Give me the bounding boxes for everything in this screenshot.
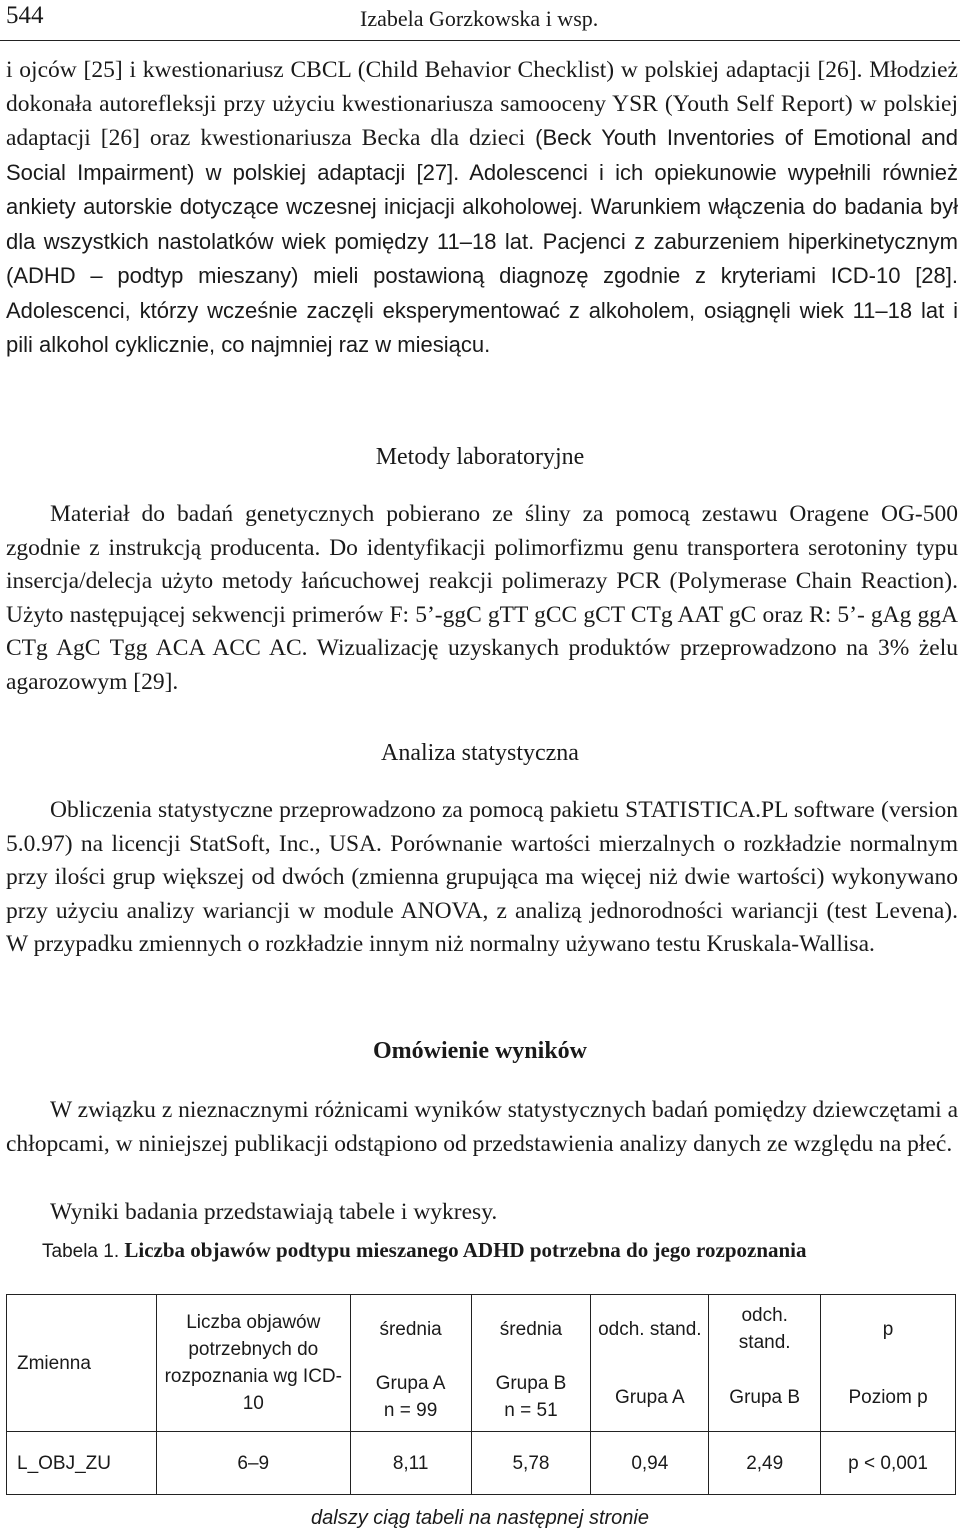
subheader-grupa-a-label: Grupa A	[375, 1373, 446, 1394]
cell-srednia-b: 5,78	[471, 1432, 591, 1495]
paragraph-1-part-a: i ojców [25] i kwestionariusz CBCL (Child Behavior Checklist) w polskiej adaptacji [26]. Młodzież dokonała autorefleksji przy użyciu kwestionariusza samooceny YSR (Youth Self Report) w polskiej adaptacji [26] oraz kwestionariusza Becka dla dzieci	[6, 57, 958, 151]
subheader-grupa-b-label: Grupa B	[495, 1373, 567, 1394]
cell-srednia-a: 8,11	[350, 1432, 471, 1495]
cell-odch-a: 0,94	[591, 1432, 709, 1495]
table-continued-note: dalszy ciąg tabeli na następnej stronie	[311, 1507, 649, 1529]
subheader-grupa-a	[350, 1363, 471, 1432]
subheader-grupa-b-n: n = 51	[504, 1400, 558, 1421]
results-table	[6, 1294, 956, 1495]
page-header	[0, 0, 960, 42]
paragraph-results-2: Wyniki badania przedstawiają tabele i wykresy.	[50, 1199, 498, 1225]
paragraph-1-part-b: (Beck Youth Inventories of Emotional and Social Impairment) w polskiej adaptacji [27]. Adolescenci i ich opiekunowie wypełnili również ankiety autorskie dotyczące wczesnej inicjacji alkoholowej. Warunkiem włączenia do badania był dla wszystkich nastolatków wiek pomiędzy 11–18 lat. Pacjenci z zaburzeniem hiperkinetycznym (ADHD – podtyp mieszany) mieli postawioną diagnozę zgodnie z kryteriami ICD-10 [28]. Adolescenci, którzy wcześnie zaczęli eksperymentować z alkoholem, osiągnęli wiek 11–18 lat i pili alkohol cyklicznie, co najmniej raz w miesiącu.	[6, 125, 958, 357]
table-header-row	[7, 1295, 956, 1364]
header-srednia-a: średnia	[350, 1295, 471, 1364]
cell-odch-b: 2,49	[709, 1432, 821, 1495]
subheader-odch-b: Grupa B	[709, 1363, 821, 1432]
subheader-grupa-b	[471, 1363, 591, 1432]
header-odch-a: odch. stand.	[591, 1295, 709, 1364]
paragraph-1	[6, 54, 958, 363]
cell-zmienna: L_OBJ_ZU	[7, 1432, 157, 1495]
cell-liczba: 6–9	[156, 1432, 350, 1495]
header-zmienna: Zmienna	[7, 1295, 157, 1432]
header-srednia-b: średnia	[471, 1295, 591, 1364]
running-head: Izabela Gorzkowska i wsp.	[360, 6, 599, 31]
heading-methods: Metody laboratoryjne	[375, 444, 585, 470]
header-liczba: Liczba objawów potrzebnych do rozpoznania wg ICD-10	[156, 1295, 350, 1432]
subheader-grupa-a-n: n = 99	[383, 1400, 438, 1421]
table-caption-title: Liczba objawów podtypu mieszanego ADHD potrzebna do jego rozpoznania	[124, 1238, 807, 1262]
subheader-odch-a: Grupa A	[591, 1363, 709, 1432]
heading-results: Omówienie wyników	[372, 1038, 587, 1064]
paragraph-methods: Materiał do badań genetycznych pobierano ze śliny za pomocą zestawu Oragene OG-500 zgodnie z instrukcją producenta. Do identyfikacji polimorfizmu genu transportera serotoniny typu insercja/delecja użyto metody łańcuchowej reakcji polimerazy PCR (Polymerase Chain Reaction). Użyto następującej sekwencji primerów F: 5’-ggC gTT gCC gCT CTg AAT gC oraz R: 5’- gAg ggA CTg AgC Tgg ACA ACC AC. Wizualizację uzyskanych produktów przeprowadzono na 3% żelu agarozowym [29].	[6, 501, 958, 695]
table-row	[7, 1432, 956, 1495]
header-rule	[0, 40, 960, 41]
heading-stats: Analiza statystyczna	[381, 740, 579, 766]
page-number: 544	[6, 2, 44, 29]
header-odch-b: odch. stand.	[709, 1295, 821, 1364]
paragraph-stats: Obliczenia statystyczne przeprowadzono za pomocą pakietu STATISTICA.PL software (version 5.0.97) na licencji StatSoft, Inc., USA. Porównanie wartości mierzalnych o rozkładzie normalnym przy ilości grup większej od dwóch (zmienna grupująca ma więcej niż dwie wartości) wykonywano przy użyciu analizy wariancji w module ANOVA, z analizą jednorodności wariancji (test Levena). W przypadku zmiennych o rozkładzie innym niż normalny używano testu Kruskala-Wallisa.	[6, 797, 958, 957]
paragraph-results: W związku z nieznacznymi różnicami wyników statystycznych badań pomiędzy dziewczętami a chłopcami, w niniejszej publikacji odstąpiono od przedstawienia analizy danych ze względu na płeć.	[6, 1097, 958, 1157]
cell-p: p < 0,001	[821, 1432, 956, 1495]
table-caption-label: Tabela 1.	[42, 1241, 120, 1262]
table-caption	[42, 1238, 952, 1263]
subheader-p: Poziom p	[821, 1363, 956, 1432]
header-p: p	[821, 1295, 956, 1364]
